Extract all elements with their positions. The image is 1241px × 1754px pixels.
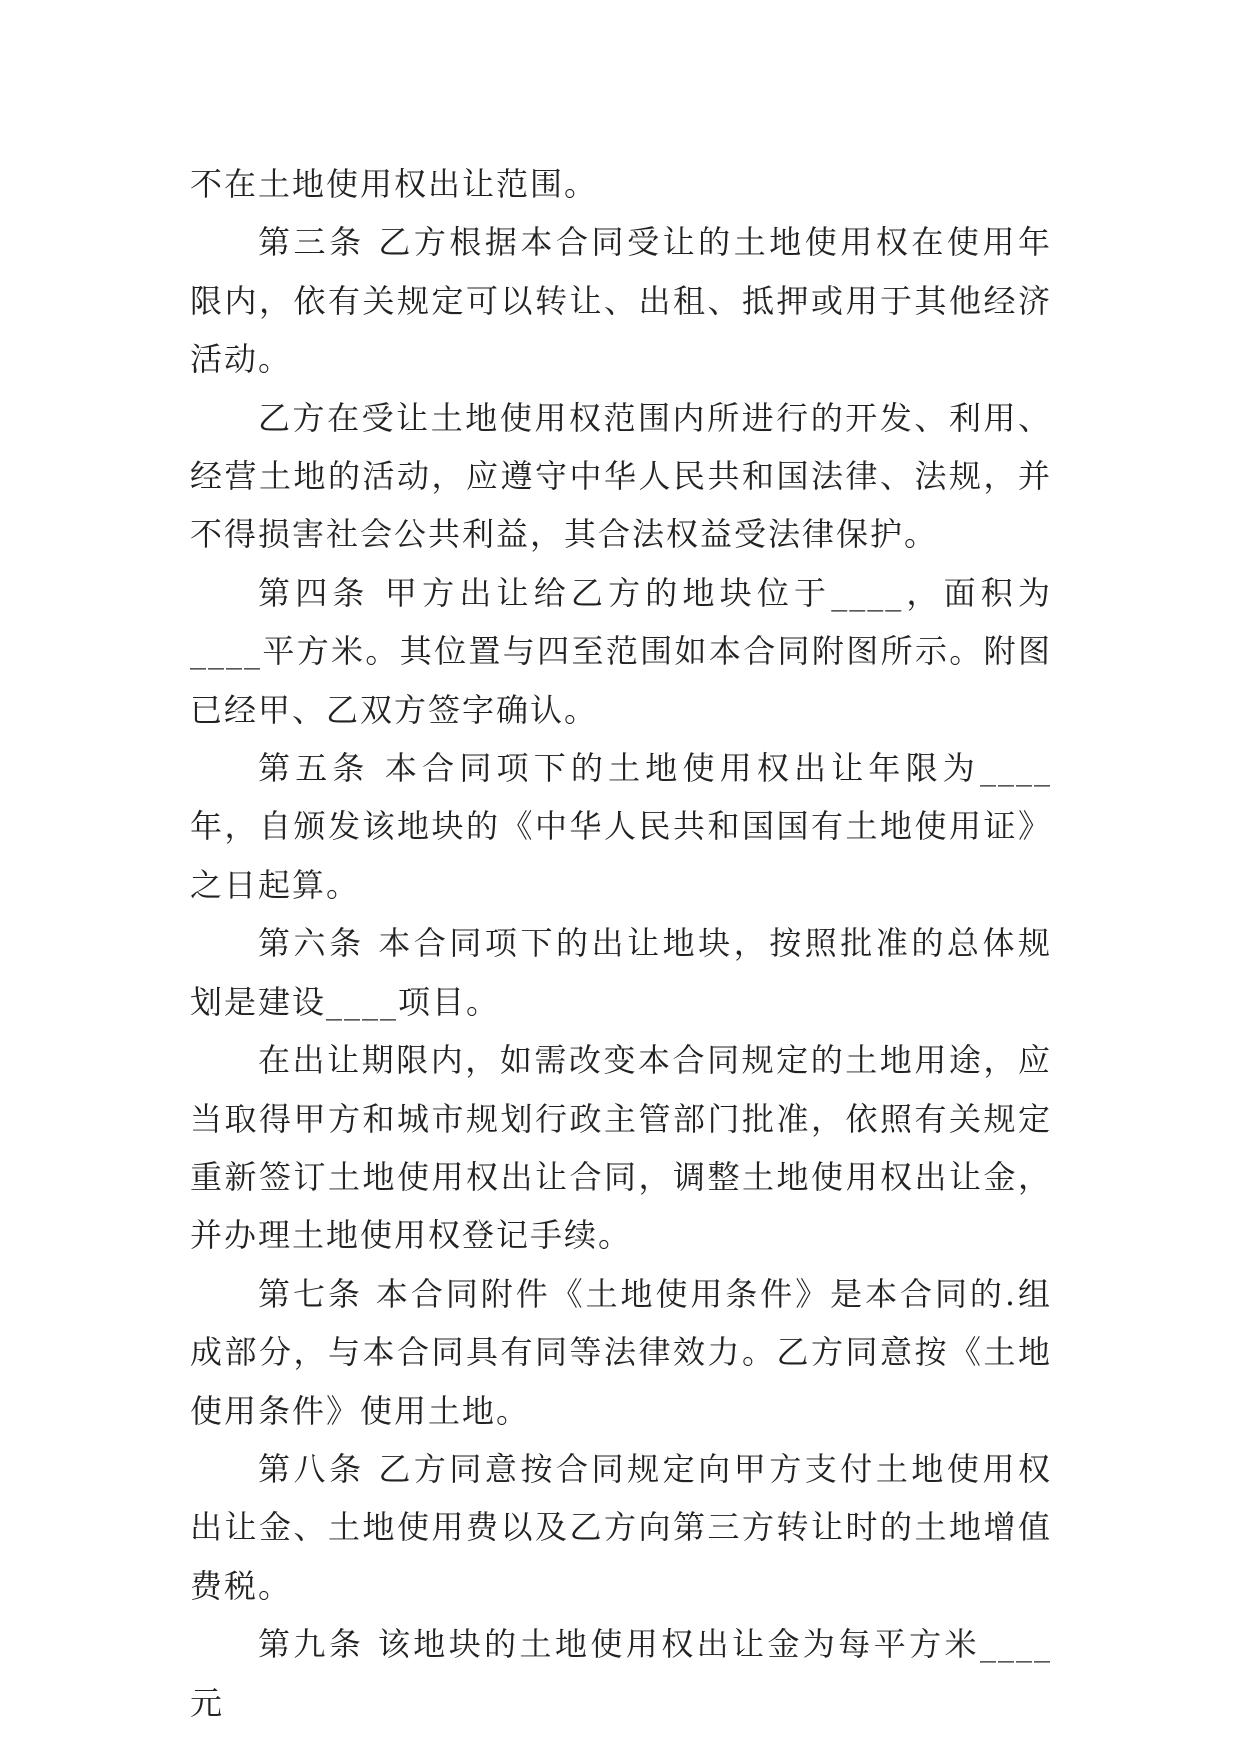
paragraph-article-3-cont: 乙方在受让土地使用权范围内所进行的开发、利用、经营土地的活动，应遵守中华人民共和国法律、法规，并不得损害社会公共利益，其合法权益受法律保护。 bbox=[190, 398, 1052, 554]
paragraph-article-8: 第八条 乙方同意按合同规定向甲方支付土地使用权出让金、土地使用费以及乙方向第三方转让时的土地增值费税。 bbox=[190, 1449, 1052, 1605]
paragraph-article-5: 第五条 本合同项下的土地使用权出让年限为____年，自颁发该地块的《中华人民共和国国有土地使用证》之日起算。 bbox=[190, 749, 1052, 904]
document-body bbox=[190, 155, 1052, 1732]
paragraph-continuation: 不在土地使用权出让范围。 bbox=[190, 165, 599, 203]
paragraph-article-6: 第六条 本合同项下的出让地块，按照批准的总体规划是建设____项目。 bbox=[190, 924, 1052, 1021]
paragraph-article-4: 第四条 甲方出让给乙方的地块位于____，面积为____平方米。其位置与四至范围如本合同附图所示。附图已经甲、乙双方签字确认。 bbox=[190, 573, 1052, 729]
paragraph-article-9: 第九条 该地块的土地使用权出让金为每平方米____元 bbox=[190, 1625, 1052, 1722]
paragraph-article-6-cont: 在出让期限内，如需改变本合同规定的土地用途，应当取得甲方和城市规划行政主管部门批准，依照有关规定重新签订土地使用权出让合同，调整土地使用权出让金，并办理土地使用权登记手续。 bbox=[190, 1041, 1052, 1255]
paragraph-article-7: 第七条 本合同附件《土地使用条件》是本合同的.组成部分，与本合同具有同等法律效力。乙方同意按《土地使用条件》使用土地。 bbox=[190, 1274, 1052, 1430]
paragraph-article-3: 第三条 乙方根据本合同受让的土地使用权在使用年限内，依有关规定可以转让、出租、抵押或用于其他经济活动。 bbox=[190, 223, 1052, 379]
